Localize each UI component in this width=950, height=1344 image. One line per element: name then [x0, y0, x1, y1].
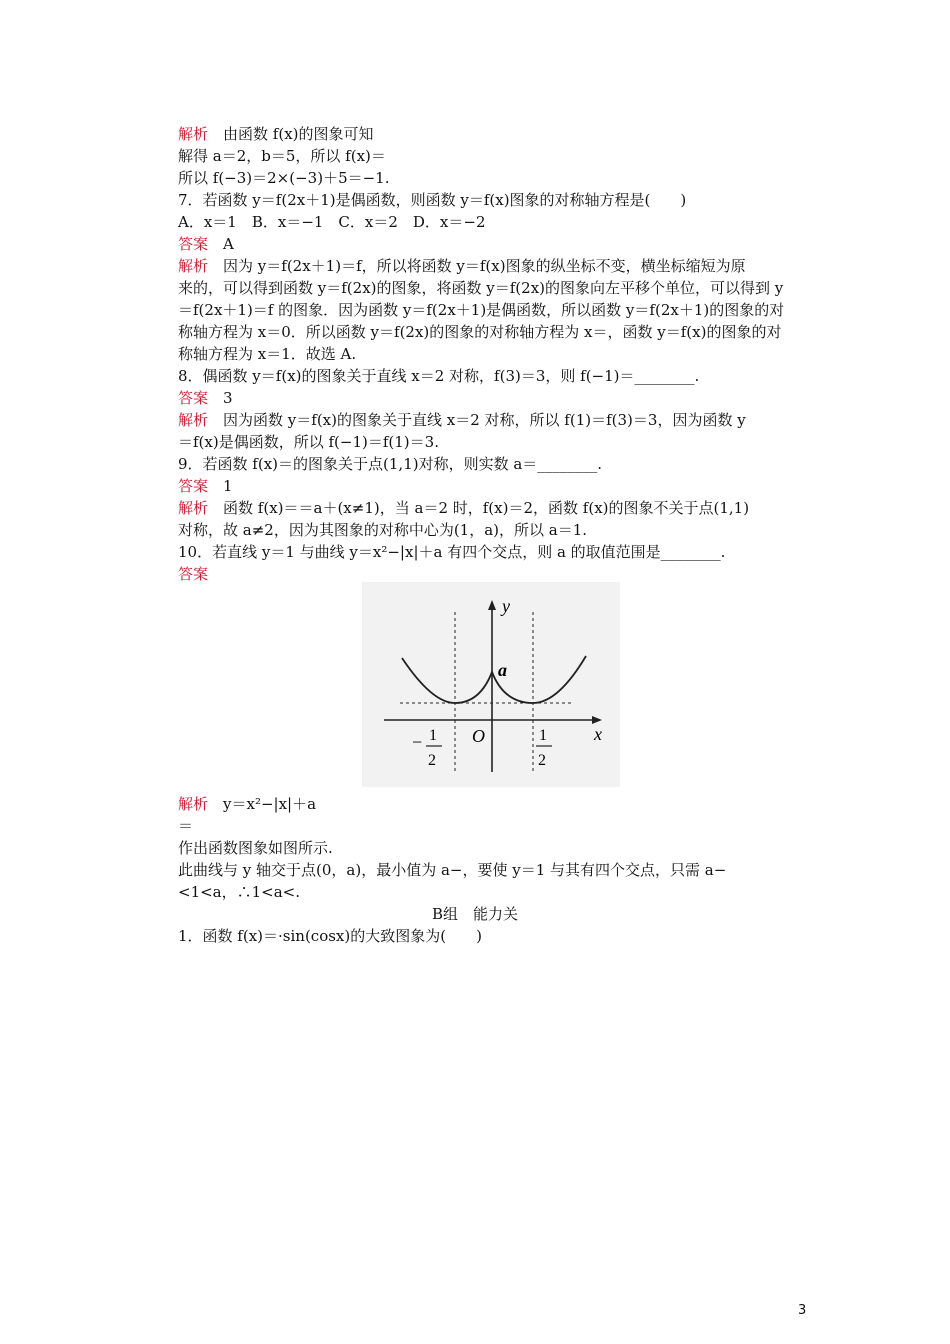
page-number: 3: [798, 1303, 807, 1318]
function-graph-figure: [362, 582, 620, 787]
text-line-3: 所以 f(−3)＝2×(−3)＋5＝−1.: [178, 169, 390, 187]
analysis-10-line-4: 此曲线与 y 轴交于点(0，a)，最小值为 a−，要使 y＝1 与其有四个交点，只需 a−: [178, 861, 727, 879]
analysis-7-line-1: 解析 因为 y＝f(2x＋1)＝f，所以将函数 y＝f(x)图象的纵坐标不变，横坐标缩短为原: [178, 257, 746, 275]
analysis-9-line-1: 解析 函数 f(x)＝＝a＋(x≠1)，当 a＝2 时，f(x)＝2，函数 f(x)的图象不关于点(1,1): [178, 499, 750, 517]
section-title: B组 能力关: [431, 905, 519, 923]
answer-9: 答案 1: [178, 477, 233, 495]
y-axis-arrow: [488, 600, 496, 610]
analysis-8-line-1: 解析 因为函数 y＝f(x)的图象关于直线 x＝2 对称，所以 f(1)＝f(3)＝3，因为函数 y: [178, 411, 746, 429]
y-axis-label: y: [502, 596, 510, 616]
question-7-options: A．x＝1 B．x＝−1 C．x＝2 D．x＝−2: [178, 213, 486, 231]
analysis-10-line-2: ＝: [178, 817, 194, 835]
a-label: a: [498, 660, 507, 680]
curve: [402, 656, 586, 703]
question-8: 8．偶函数 y＝f(x)的图象关于直线 x＝2 对称，f(3)＝3，则 f(−1)＝________.: [178, 367, 700, 385]
half-numerator: 1: [539, 727, 547, 744]
analysis-10-line-1: 解析 y＝x²−|x|＋a: [178, 795, 317, 813]
neg-half-minus: −: [412, 732, 423, 752]
analysis-9-line-2: 对称，故 a≠2，因为其图象的对称中心为(1，a)，所以 a＝1.: [178, 521, 588, 539]
analysis-7-line-5: 称轴方程为 x＝1．故选 A.: [178, 345, 357, 363]
analysis-10-line-5: <1<a，∴1<a<.: [178, 883, 301, 901]
question-10: 10．若直线 y＝1 与曲线 y＝x²−|x|＋a 有四个交点，则 a 的取值范围是________.: [178, 543, 726, 561]
text-line-1: 解析 由函数 f(x)的图象可知: [178, 125, 374, 143]
analysis-7-line-3: ＝f(2x＋1)＝f 的图象．因为函数 y＝f(2x＋1)是偶函数，所以函数 y＝f(2x＋1)的图象的对: [178, 301, 785, 319]
x-axis-label: x: [594, 724, 602, 744]
x-axis-arrow: [592, 716, 602, 724]
neg-half-denominator: 2: [428, 752, 436, 769]
question-b1: 1．函数 f(x)＝·sin(cosx)的大致图象为( ): [178, 927, 482, 945]
neg-half-numerator: 1: [429, 727, 437, 744]
analysis-8-line-2: ＝f(x)是偶函数，所以 f(−1)＝f(1)＝3.: [178, 433, 439, 451]
question-7: 7．若函数 y＝f(2x＋1)是偶函数，则函数 y＝f(x)图象的对称轴方程是( ): [178, 191, 687, 209]
analysis-10-line-3: 作出函数图象如图所示.: [178, 839, 333, 857]
answer-8: 答案 3: [178, 389, 233, 407]
analysis-7-line-4: 称轴方程为 x＝0．所以函数 y＝f(2x)的图象的对称轴方程为 x＝，函数 y＝f(x)的图象的对: [178, 323, 782, 341]
analysis-7-line-2: 来的，可以得到函数 y＝f(2x)的图象，将函数 y＝f(2x)的图象向左平移个单位，可以得到 y: [178, 279, 784, 297]
text-line-2: 解得 a＝2，b＝5，所以 f(x)＝: [178, 147, 386, 165]
function-graph: [362, 582, 620, 787]
answer-7: 答案 A: [178, 235, 234, 253]
half-denominator: 2: [538, 752, 546, 769]
question-9: 9．若函数 f(x)＝的图象关于点(1,1)对称，则实数 a＝________.: [178, 455, 603, 473]
origin-label: O: [472, 726, 485, 746]
answer-10: 答案: [178, 565, 209, 583]
